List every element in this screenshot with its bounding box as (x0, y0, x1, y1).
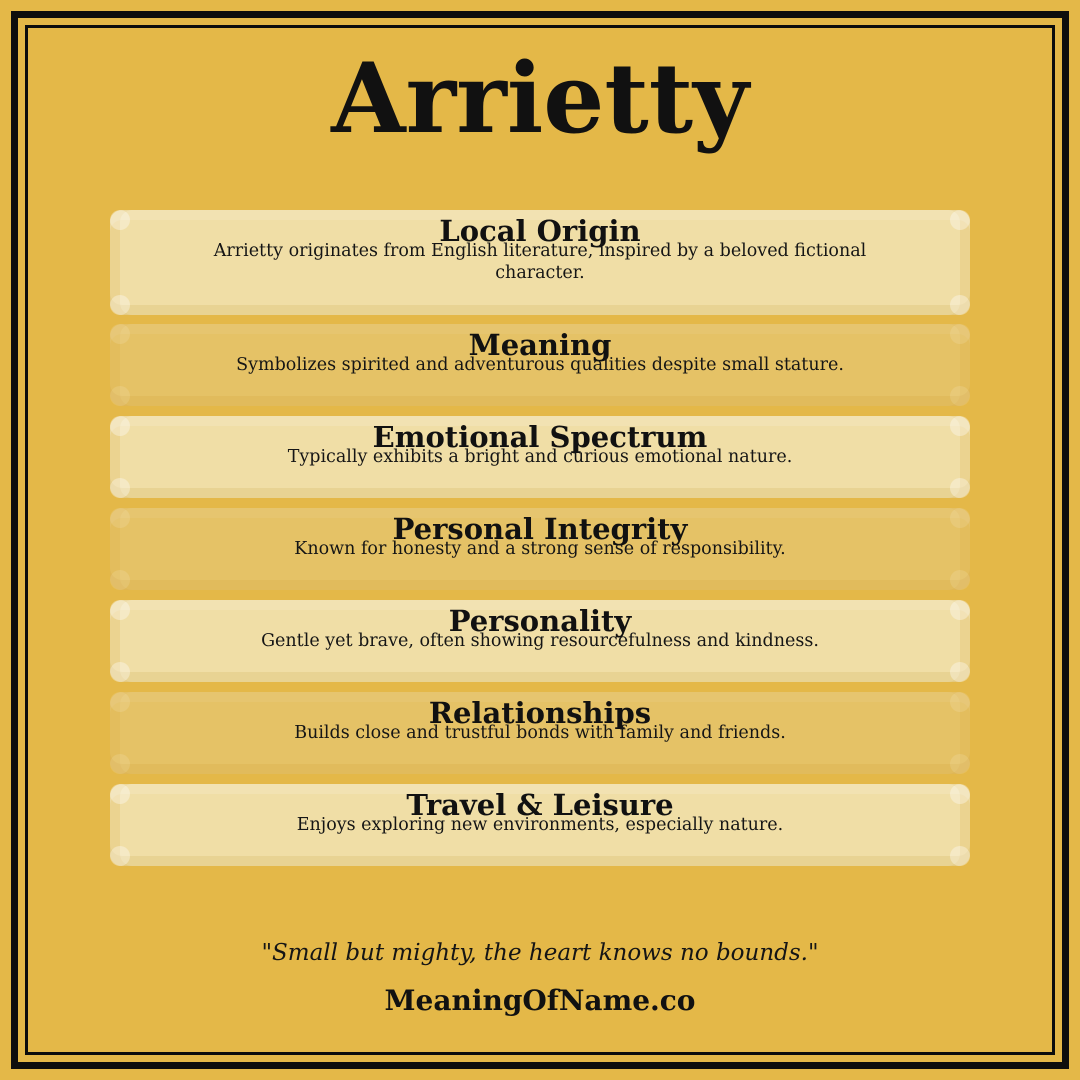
name-title: Arrietty (331, 42, 749, 155)
section-emotional-spectrum (110, 416, 970, 498)
corner-dot (950, 846, 970, 866)
corner-dot (950, 570, 970, 590)
section-relationships (110, 692, 970, 774)
corner-dot (110, 210, 130, 230)
section-heading: Meaning (468, 328, 612, 362)
corner-dot (110, 846, 130, 866)
corner-dot (110, 570, 130, 590)
section-travel-leisure (110, 784, 970, 866)
corner-dot (950, 416, 970, 436)
corner-dot (110, 754, 130, 774)
corner-dot (110, 784, 130, 804)
corner-dot (110, 600, 130, 620)
site-brand: MeaningOfName.co (384, 984, 696, 1017)
section-heading: Relationships (428, 696, 652, 730)
section-heading: Personality (448, 604, 632, 638)
corner-dot (110, 386, 130, 406)
corner-dot (950, 324, 970, 344)
corner-dot (950, 692, 970, 712)
corner-dot (110, 662, 130, 682)
section-meaning (110, 324, 970, 406)
section-text: Symbolizes spirited and adventurous qualities despite small stature. (236, 355, 844, 375)
section-text: Gentle yet brave, often showing resourcefulness and kindness. (261, 631, 819, 651)
corner-dot (950, 295, 970, 315)
corner-dot (110, 692, 130, 712)
corner-dot (950, 210, 970, 230)
corner-dot (950, 784, 970, 804)
corner-dot (110, 324, 130, 344)
section-heading: Local Origin (439, 214, 641, 248)
corner-dot (950, 508, 970, 528)
section-text: Builds close and trustful bonds with family and friends. (294, 723, 786, 743)
section-text: Arrietty originates from English literature, inspired by a beloved fictional character. (213, 241, 867, 283)
section-text: Enjoys exploring new environments, especially nature. (296, 815, 784, 835)
corner-dot (950, 662, 970, 682)
corner-dot (110, 295, 130, 315)
section-heading: Travel & Leisure (406, 788, 674, 822)
section-heading: Personal Integrity (392, 512, 688, 546)
section-heading: Emotional Spectrum (372, 420, 708, 454)
corner-dot (110, 416, 130, 436)
section-text: Known for honesty and a strong sense of responsibility. (294, 539, 786, 559)
section-text: Typically exhibits a bright and curious emotional nature. (287, 447, 793, 467)
corner-dot (950, 386, 970, 406)
corner-dot (950, 478, 970, 498)
corner-dot (110, 478, 130, 498)
section-personality (110, 600, 970, 682)
corner-dot (950, 600, 970, 620)
corner-dot (110, 508, 130, 528)
section-local-origin (110, 210, 970, 315)
quote: "Small but mighty, the heart knows no bounds." (261, 940, 819, 966)
section-personal-integrity (110, 508, 970, 590)
corner-dot (950, 754, 970, 774)
